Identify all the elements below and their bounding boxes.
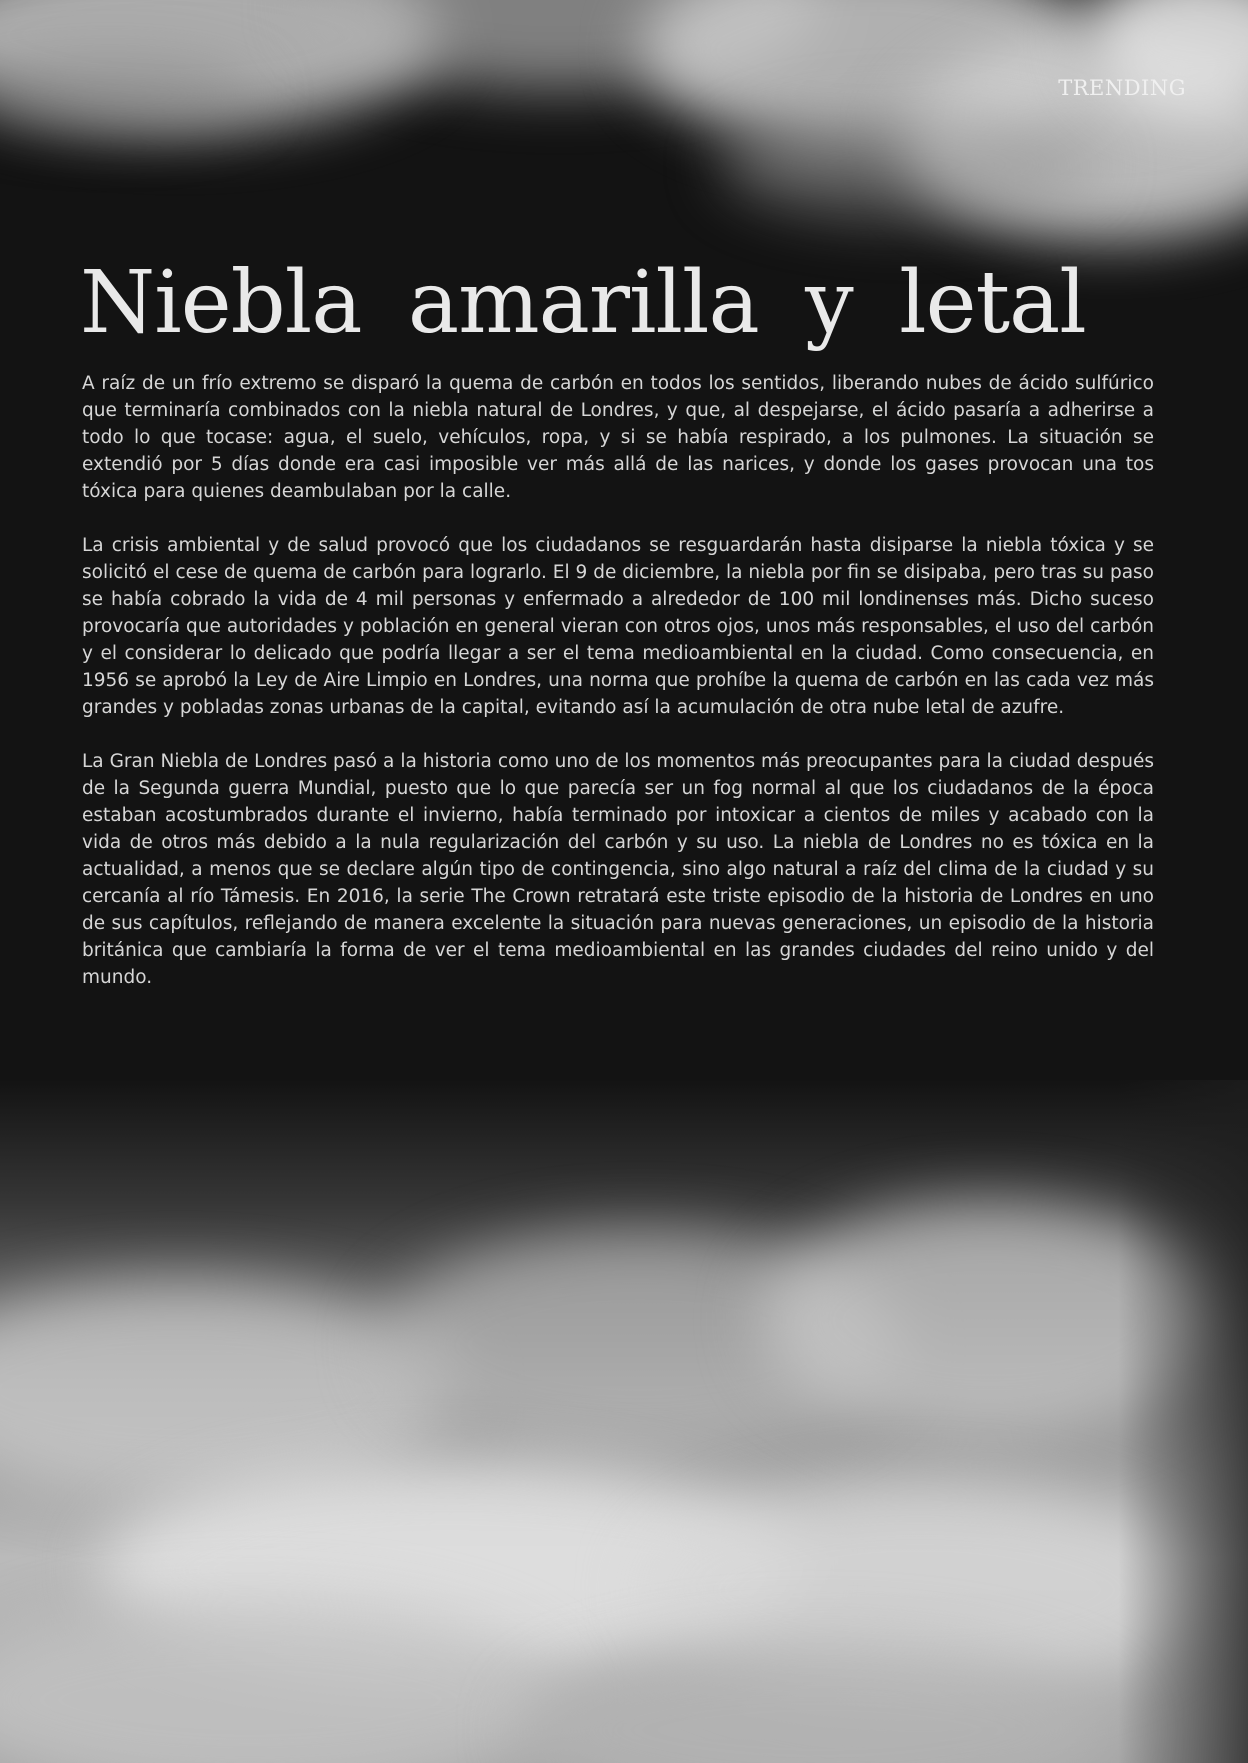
section-label: TRENDING [1058, 76, 1186, 100]
article-paragraph: La Gran Niebla de Londres pasó a la historia como uno de los momentos más preocupantes para la ciudad después de la Segunda guerra Mundial, puesto que lo que parecía ser un fog normal al que los ciudadanos de la época estaban acostumbrados durante el invierno, había terminado por intoxicar a cientos de miles y acabado con la vida de otros más debido a la nula regularización del carbón y su uso. La niebla de Londres no es tóxica en la actualidad, a menos que se declare algún tipo de contingencia, sino algo natural a raíz del clima de la ciudad y su cercanía al río Támesis. En 2016, la serie The Crown retratará este triste episodio de la historia de Londres en uno de sus capítulos, reflejando de manera excelente la situación para nuevas generaciones, un episodio de la historia británica que cambiaría la forma de ver el tema medioambiental en las grandes ciudades del reino unido y del mundo. [82, 751, 1154, 988]
article-title: Niebla amarilla y letal [80, 253, 1086, 353]
fog-bottom-image [0, 1080, 1248, 1763]
article-body [82, 370, 1154, 1018]
article-paragraph: A raíz de un frío extremo se disparó la quema de carbón en todos los sentidos, liberando nubes de ácido sulfúrico que terminaría combinados con la niebla natural de Londres, y que, al despejarse, el ácido pasaría a adherirse a todo lo que tocase: agua, el suelo, vehículos, ropa, y si se había respirado, a los pulmones. La situación se extendió por 5 días donde era casi imposible ver más allá de las narices, y donde los gases provocan una tos tóxica para quienes deambulaban por la calle. [82, 373, 1154, 502]
article-paragraph: La crisis ambiental y de salud provocó que los ciudadanos se resguardarán hasta disiparse la niebla tóxica y se solicitó el cese de quema de carbón para lograrlo. El 9 de diciembre, la niebla por fin se disipaba, pero tras su paso se había cobrado la vida de 4 mil personas y enfermado a alrededor de 100 mil londinenses más. Dicho suceso provocaría que autoridades y población en general vieran con otros ojos, unos más responsables, el uso del carbón y el considerar lo delicado que podría llegar a ser el tema medioambiental en la ciudad. Como consecuencia, en 1956 se aprobó la Ley de Aire Limpio en Londres, una norma que prohíbe la quema de carbón en las cada vez más grandes y pobladas zonas urbanas de la capital, evitando así la acumulación de otra nube letal de azufre. [82, 535, 1154, 718]
